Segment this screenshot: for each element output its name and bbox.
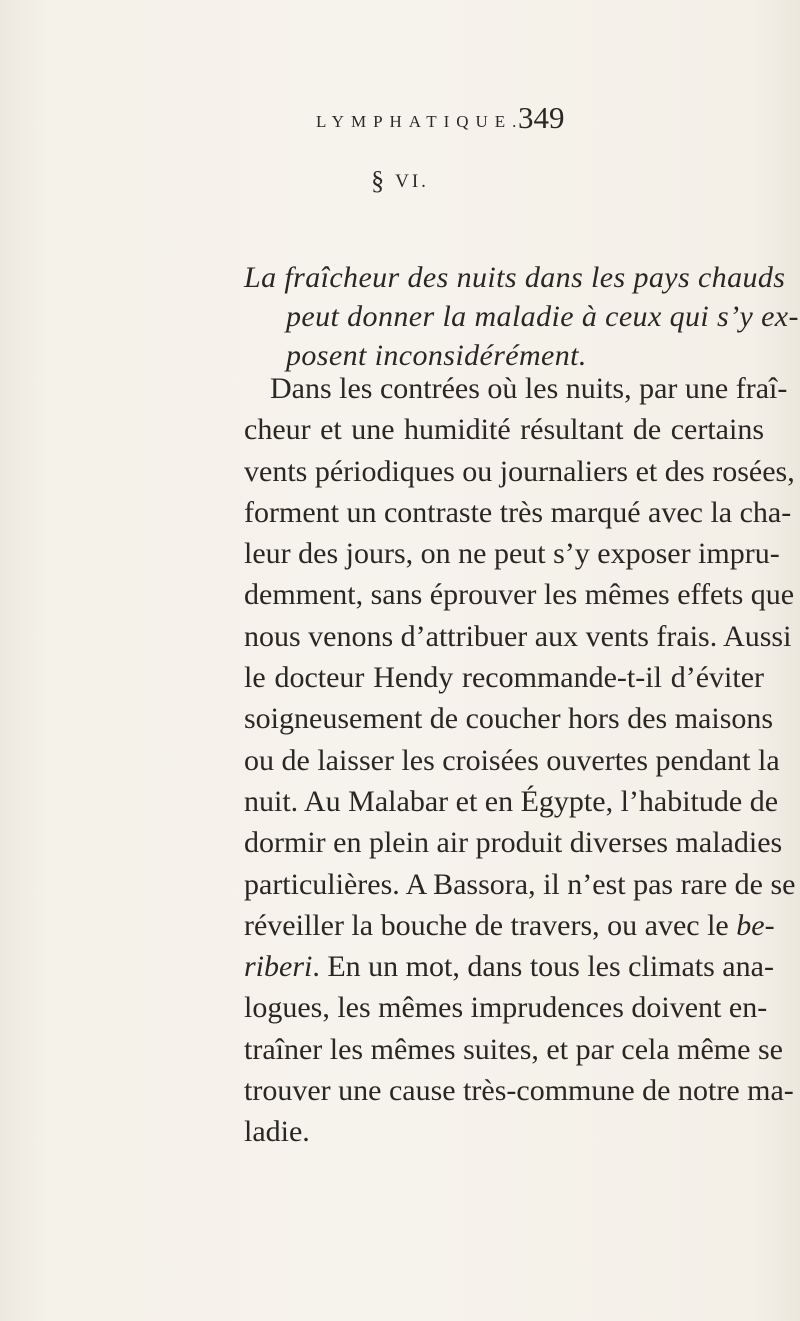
heading-line: posent inconsidérément. bbox=[286, 339, 587, 372]
heading-line: peut donner la maladie à ceux qui s’y ex- bbox=[286, 300, 799, 333]
text-line: ou de laisser les croisées ouvertes pendant la bbox=[244, 743, 780, 777]
text-line: dormir en plein air produit diverses maladies bbox=[244, 826, 783, 860]
text-line bbox=[244, 905, 775, 946]
section-sign: § bbox=[371, 166, 388, 195]
text-segment: . En un mot, dans tous les climats ana- bbox=[312, 950, 774, 984]
italic-term: be- bbox=[736, 908, 775, 942]
italic-term: riberi bbox=[244, 950, 313, 984]
text-line: soigneusement de coucher hors des maisons bbox=[244, 702, 774, 736]
running-title: LYMPHATIQUE. bbox=[316, 112, 524, 131]
running-head bbox=[0, 100, 800, 140]
text-line: trouver une cause très-commune de notre ma- bbox=[244, 1074, 794, 1108]
text-line bbox=[244, 946, 774, 987]
text-line: traîner les mêmes suites, et par cela même se bbox=[244, 1032, 783, 1066]
text-line: logues, les mêmes imprudences doivent en- bbox=[244, 991, 768, 1025]
text-line: demment, sans éprouver les mêmes effets que bbox=[244, 578, 795, 612]
text-line: forment un contraste très marqué avec la cha- bbox=[244, 495, 792, 529]
text-line: Dans les contrées où les nuits, par une fraî- bbox=[270, 372, 788, 405]
text-line: particulières. A Bassora, il n’est pas rare de se bbox=[244, 867, 796, 901]
heading-line: La fraîcheur des nuits dans les pays chauds bbox=[244, 261, 786, 294]
text-line: vents périodiques ou journaliers et des rosées, bbox=[244, 454, 795, 488]
text-segment: réveiller la bouche de travers, ou avec le bbox=[244, 908, 737, 942]
text-line: nuit. Au Malabar et en Égypte, l’habitude de bbox=[244, 784, 779, 818]
section-roman-numeral: VI. bbox=[395, 171, 429, 192]
body-paragraph bbox=[244, 368, 796, 1153]
section-heading bbox=[244, 258, 799, 375]
text-line: ladie. bbox=[244, 1115, 310, 1149]
text-line: le docteur Hendy recommande-t-il d’éviter bbox=[244, 661, 764, 695]
text-line: cheur et une humidité résultant de certains bbox=[244, 413, 764, 447]
text-line: nous venons d’attribuer aux vents frais. Aussi bbox=[244, 619, 792, 653]
section-number bbox=[0, 166, 800, 196]
page-number: 349 bbox=[518, 100, 565, 135]
text-line: leur des jours, on ne peut s’y exposer impru- bbox=[244, 537, 780, 571]
